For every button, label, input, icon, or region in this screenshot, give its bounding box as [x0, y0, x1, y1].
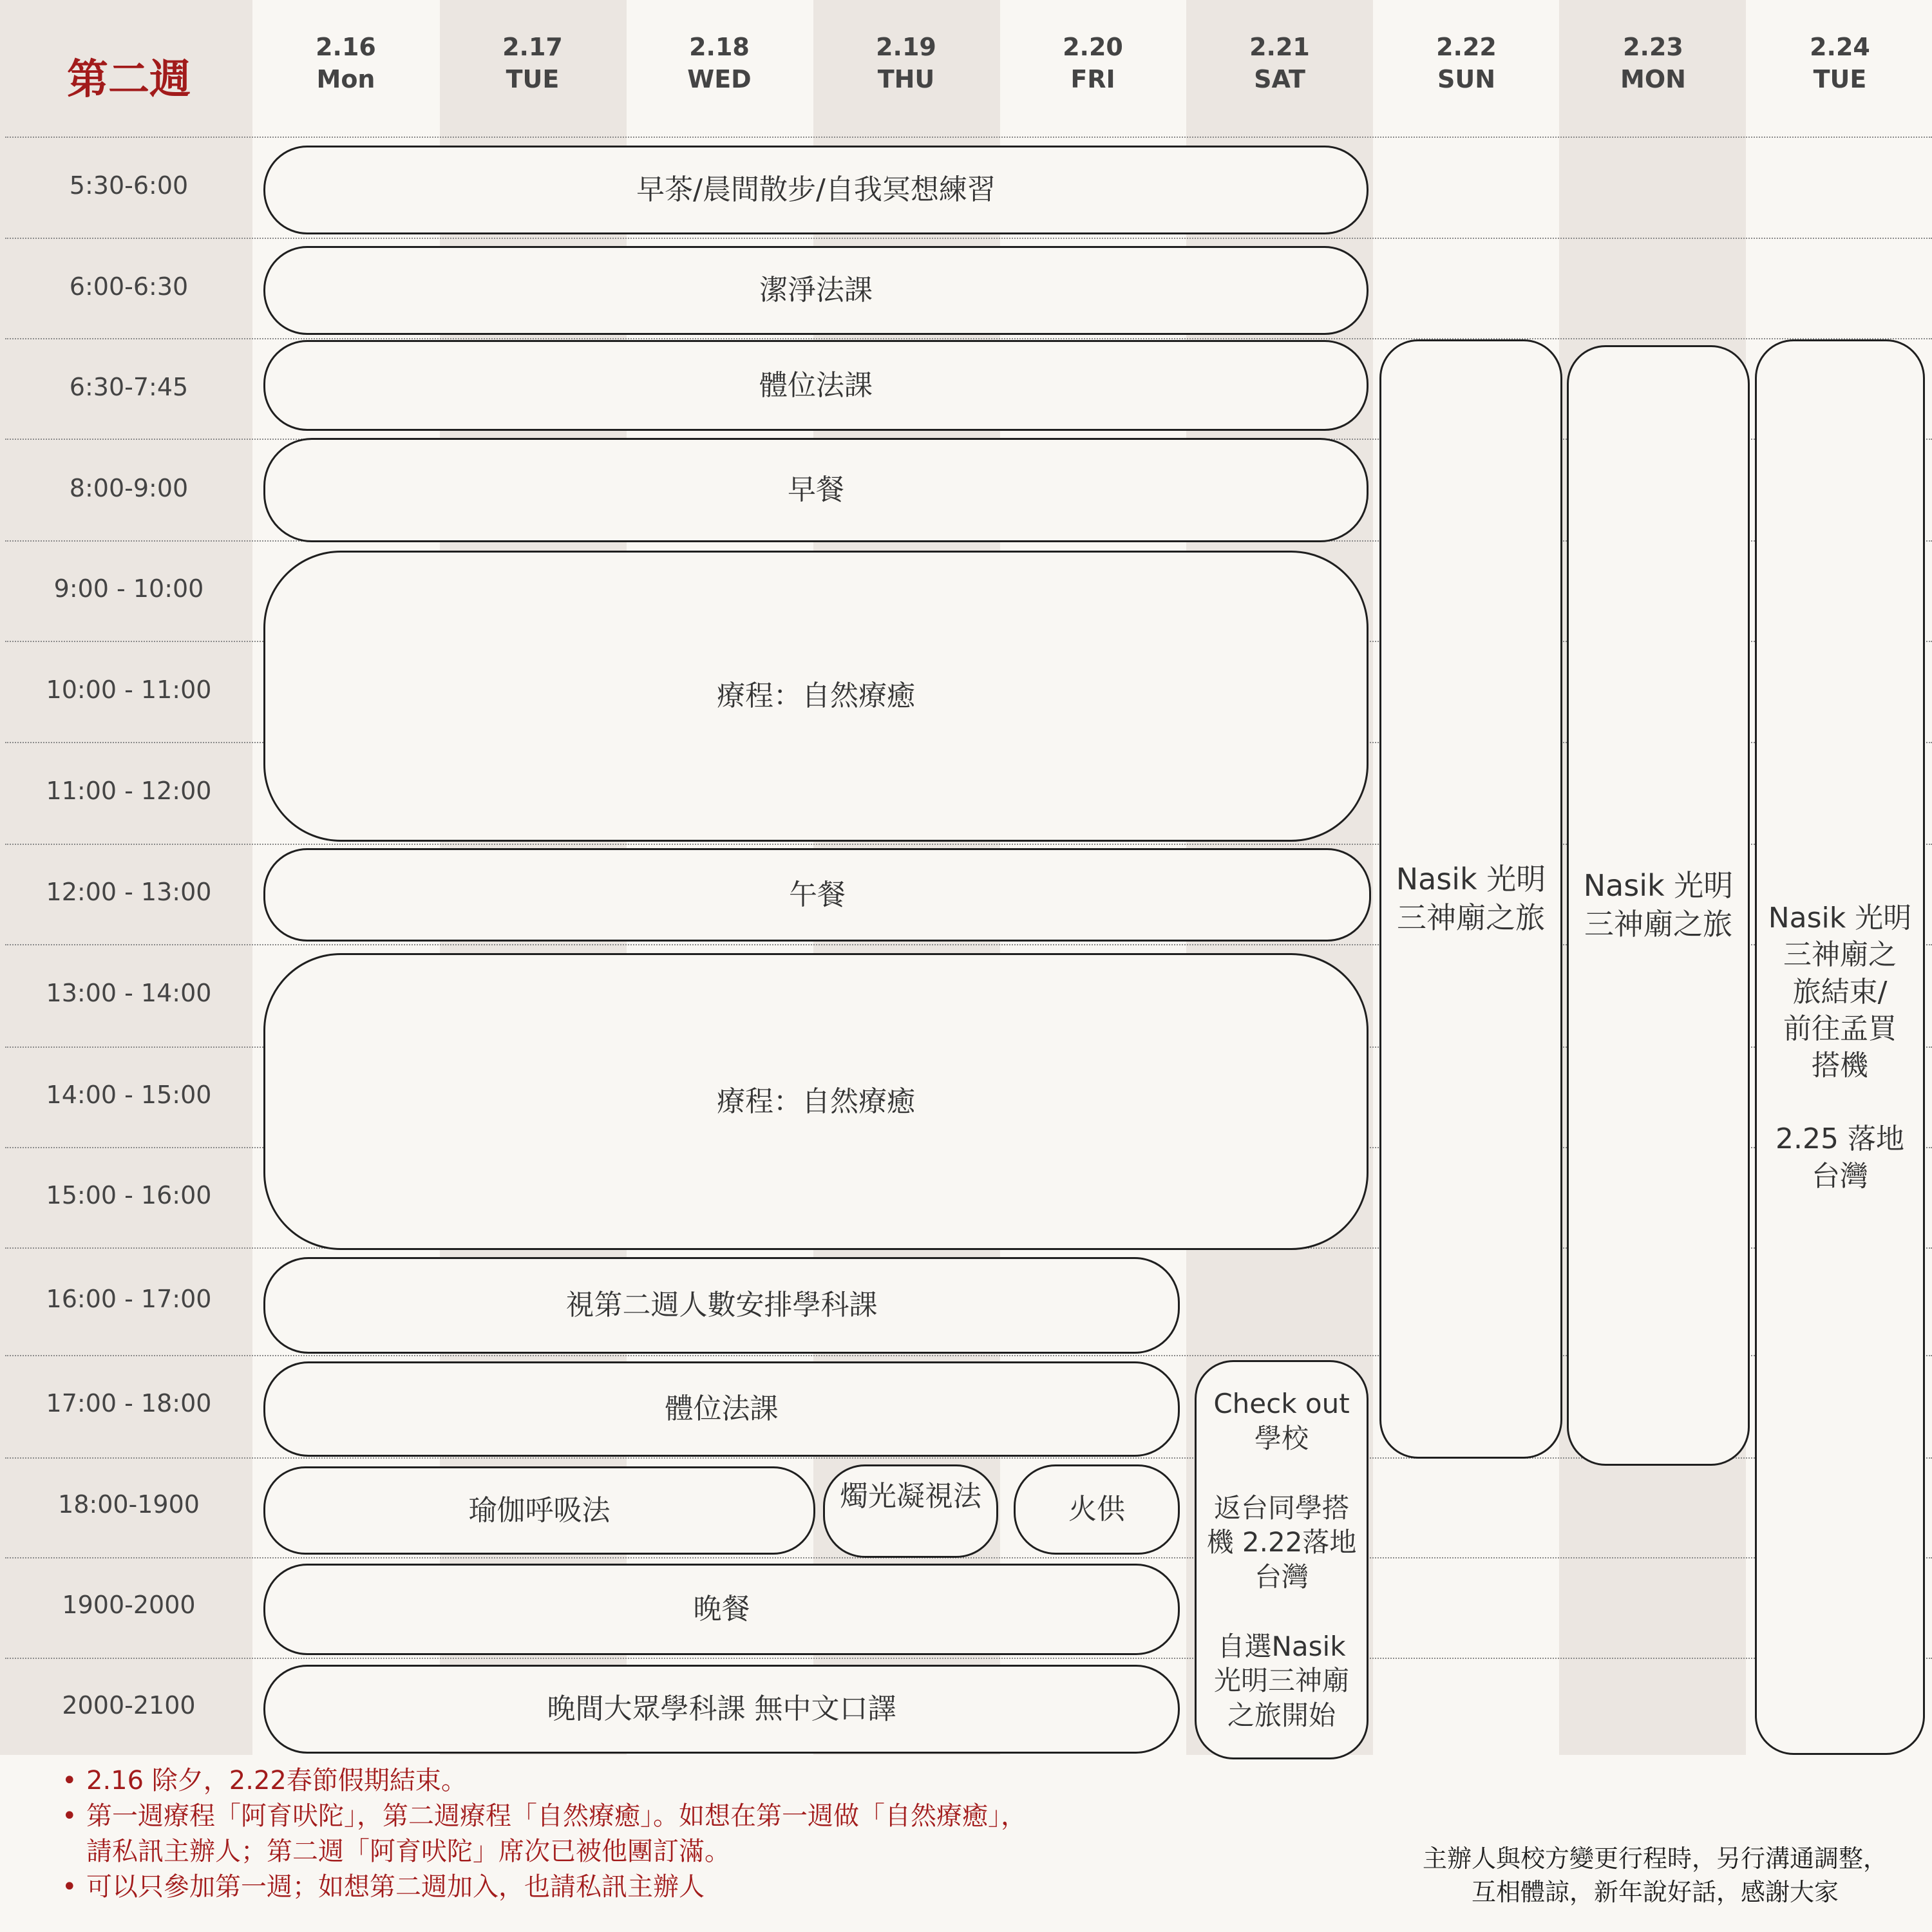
time-slot-label: 16:00 - 17:00 [46, 1285, 212, 1313]
event-dinner: 晚餐 [263, 1564, 1180, 1655]
day-header-2-17: 2.17 TUE [502, 33, 563, 93]
row-divider [5, 338, 1932, 339]
event-cleansing: 潔淨法課 [263, 246, 1368, 335]
day-header-2-21: 2.21 SAT [1249, 33, 1310, 93]
day-header-2-18: 2.18 WED [687, 33, 752, 93]
time-slot-label: 14:00 - 15:00 [46, 1081, 212, 1109]
event-nasik-2-22: Nasik 光明 三神廟之旅 [1379, 339, 1562, 1459]
week-title: 第二週 [67, 56, 191, 104]
event-therapy-afternoon: 療程：自然療癒 [263, 953, 1368, 1250]
day-header-2-24: 2.24 TUE [1810, 33, 1870, 93]
day-header-2-20: 2.20 FRI [1063, 33, 1123, 93]
day-header-2-16: 2.16 Mon [316, 33, 376, 93]
time-slot-label: 1900-2000 [62, 1591, 196, 1619]
note-item: • 可以只參加第一週；如想第二週加入，也請私訊主辦人 [62, 1870, 1221, 1905]
footer-line: 主辦人與校方變更行程時，另行溝通調整， [1422, 1844, 1888, 1873]
footer-line: 互相體諒，新年說好話，感謝大家 [1471, 1878, 1839, 1906]
time-slot-label: 18:00-1900 [58, 1490, 200, 1519]
time-slot-label: 5:30-6:00 [69, 171, 189, 200]
event-lunch: 午餐 [263, 848, 1371, 942]
note-item: • 2.16 除夕，2.22春節假期結束。 [62, 1763, 1221, 1799]
time-slot-label: 9:00 - 10:00 [53, 574, 204, 603]
event-nasik-2-24: Nasik 光明 三神廟之 旅結束/ 前往孟買 搭機 2.25 落地 台灣 [1755, 339, 1925, 1755]
day-header-2-22: 2.22 SUN [1436, 33, 1497, 93]
footer-note [1385, 1842, 1926, 1909]
time-slot-label: 11:00 - 12:00 [46, 777, 212, 805]
day-header-2-19: 2.19 THU [876, 33, 936, 93]
time-slot-label: 6:00-6:30 [69, 272, 189, 301]
time-slot-label: 12:00 - 13:00 [46, 878, 212, 906]
time-slot-label: 8:00-9:00 [69, 474, 189, 502]
event-yoga-breathing: 瑜伽呼吸法 [263, 1466, 815, 1555]
event-evening-class: 晚間大眾學科課 無中文口譯 [263, 1665, 1180, 1754]
event-breakfast: 早餐 [263, 438, 1368, 542]
event-asana-evening: 體位法課 [263, 1361, 1180, 1457]
time-slot-label: 10:00 - 11:00 [46, 676, 212, 704]
time-slot-label: 6:30-7:45 [69, 373, 189, 401]
event-asana-morning: 體位法課 [263, 340, 1368, 431]
row-divider [5, 1658, 1932, 1659]
time-slot-label: 13:00 - 14:00 [46, 979, 212, 1007]
row-divider [5, 238, 1932, 239]
time-slot-label: 2000-2100 [62, 1691, 196, 1719]
row-divider [5, 137, 1932, 138]
event-subject-class: 視第二週人數安排學科課 [263, 1257, 1180, 1354]
event-candle-gazing: 燭光凝視法 [823, 1464, 998, 1558]
time-slot-label: 15:00 - 16:00 [46, 1181, 212, 1209]
note-item: • 第一週療程「阿育吠陀」，第二週療程「自然療癒」。如想在第一週做「自然療癒」， 請私訊主辦人；第二週「阿育吠陀」席次已被他團訂滿。 [62, 1799, 1221, 1870]
time-slot-label: 17:00 - 18:00 [46, 1389, 212, 1417]
event-therapy-morning: 療程：自然療癒 [263, 551, 1368, 842]
event-nasik-2-23: Nasik 光明 三神廟之旅 [1567, 345, 1750, 1466]
notes-list [62, 1763, 1221, 1905]
day-header-2-23: 2.23 MON [1620, 33, 1686, 93]
event-morning-tea: 早茶/晨間散步/自我冥想練習 [263, 146, 1368, 234]
event-fire-offering: 火供 [1014, 1464, 1180, 1555]
row-divider [5, 1557, 1932, 1558]
event-checkout: Check out 學校 返台同學搭 機 2.22落地 台灣 自選Nasik 光明三神廟 之旅開始 [1195, 1360, 1368, 1759]
